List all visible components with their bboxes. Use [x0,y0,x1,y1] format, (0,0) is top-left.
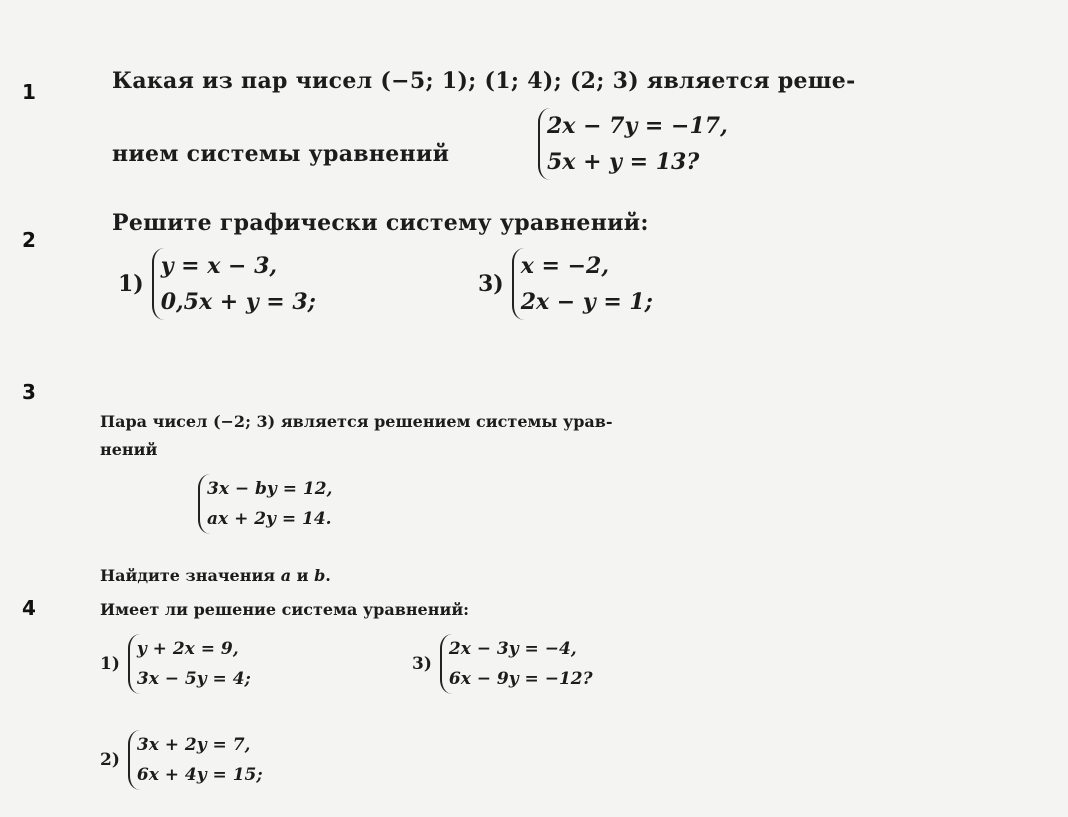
task-number: 1 [22,80,36,104]
equation: 6x − 9y = −12? [448,669,593,689]
equation: 3x + 2y = 7, [136,735,251,755]
equation: x = −2, [520,253,609,279]
equation: 6x + 4y = 15; [136,765,263,785]
task-text: Какая из пар чисел (−5; 1); (1; 4); (2; 3) является реше- [112,68,856,94]
system-label: 2) [100,750,120,770]
equation: 5x + y = 13? [547,149,700,175]
task-text: нием системы уравнений [112,141,450,167]
equation: y + 2x = 9, [136,639,239,659]
brace [128,730,263,790]
equation: 3x − by = 12, [207,479,333,499]
task-number: 4 [22,596,36,620]
equation-system [118,248,316,320]
brace [512,248,653,320]
equation: 2x − y = 1; [520,289,653,315]
variable-a: a [280,566,292,585]
equation-system [538,108,728,180]
system-label: 1) [118,271,144,297]
equation-system [412,634,593,694]
task-number: 3 [22,380,36,404]
equation-system [100,634,251,694]
equation: y = x − 3, [160,253,278,279]
variable-b: b [314,566,326,585]
brace [538,108,728,180]
task-number: 2 [22,228,36,252]
conjunction: и [291,566,315,585]
equation-system [478,248,653,320]
equation: 0,5x + y = 3; [160,289,316,315]
system-label: 3) [478,271,504,297]
brace [440,634,593,694]
equation: ax + 2y = 14. [207,509,332,529]
equation: 2x − 7y = −17, [547,113,728,139]
task-text: Имеет ли решение система уравнений: [100,600,470,619]
brace [152,248,316,320]
equation: 3x − 5y = 4; [136,669,251,689]
task-question [100,566,331,585]
question-text: Найдите значения [100,566,281,585]
task-text: Пара чисел (−2; 3) является решением системы урав- [100,412,613,431]
equation: 2x − 3y = −4, [448,639,577,659]
question-end: . [325,566,331,585]
system-label: 1) [100,654,120,674]
brace [198,474,332,534]
brace [128,634,251,694]
task-text: нений [100,440,158,459]
equation-system [198,474,332,534]
equation-system [100,730,263,790]
task-text: Решите графически систему уравнений: [112,210,649,236]
system-label: 3) [412,654,432,674]
